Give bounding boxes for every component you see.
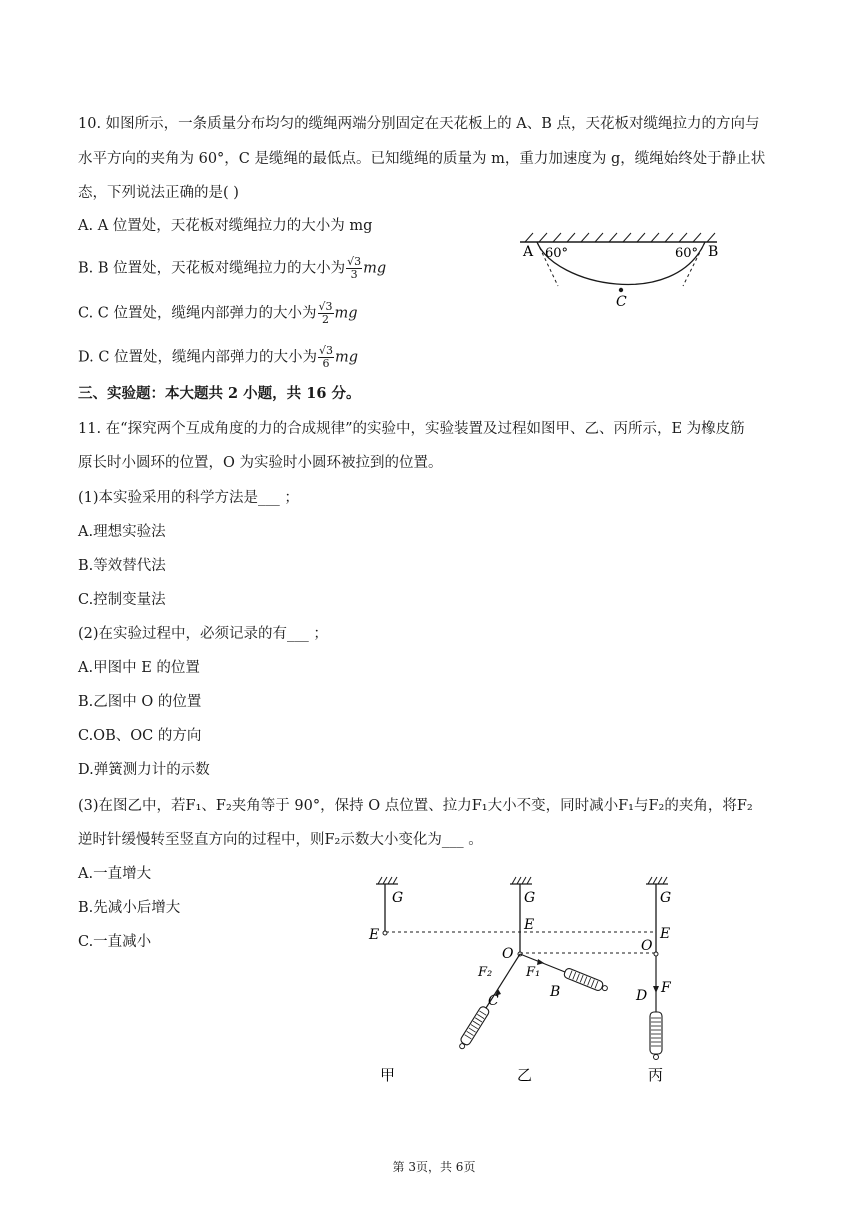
q10-option-d-numerator: √3 [319,344,334,357]
angle-left-label: 60° [545,246,569,261]
label-c-point: C [488,993,499,1009]
q10-stem-line-2: 水平方向的夹角为 60°，C 是缆绳的最低点。已知缆绳的质量为 m，重力加速度为 g，缆绳始终处于静止状 [78,151,766,167]
label-o-2: O [502,946,514,962]
label-o-3: O [641,938,653,954]
q10-option-d-suffix: mg [335,349,359,366]
label-g-3: G [660,890,672,906]
q10-option-c [78,301,358,326]
q10-option-c-suffix: mg [334,305,358,322]
q10-option-b-suffix: mg [363,260,387,277]
label-b: B [708,244,719,260]
q11-experiment-figure [360,872,700,1090]
q10-option-b [78,256,386,281]
q10-option-c-denominator: 2 [322,313,329,326]
q11-part-2: (2)在实验过程中，必须记录的有___ ； [78,626,328,642]
angle-right-label: 60° [675,246,699,261]
label-f1: F₁ [526,965,541,980]
section-3-heading: 三、实验题：本大题共 2 小题，共 16 分。 [78,385,361,402]
q10-option-c-fraction [318,301,334,326]
ceiling-hatching [525,233,715,242]
q10-option-d-prefix: D. C 位置处，缆绳内部弹力的大小为 [78,349,318,366]
q10-option-b-prefix: B. B 位置处，天花板对缆绳拉力的大小为 [78,260,346,277]
q11-part-3-option-b: B.先减小后增大 [78,900,181,916]
label-b-point: B [550,984,561,1000]
q11-part-1-option-b: B.等效替代法 [78,558,166,574]
q11-part-3-option-c: C.一直减小 [78,934,152,950]
q10-option-d-denominator: 6 [322,357,330,370]
q10-stem-line-1: 10. 如图所示，一条质量分布均匀的缆绳两端分别固定在天花板上的 A、B 点，天花板对缆绳拉力的方向与 [78,116,760,132]
q11-stem-line-2: 原长时小圆环的位置，O 为实验时小圆环被拉到的位置。 [78,455,443,471]
q10-option-b-numerator: √3 [347,255,362,268]
q11-part-1-option-a: A.理想实验法 [78,524,166,540]
q11-part-3-line-2: 逆时针缓慢转至竖直方向的过程中，则F₂示数大小变化为___ 。 [78,832,483,848]
q10-option-b-denominator: 3 [350,268,358,281]
q10-cable-figure [515,228,725,310]
q11-stem-line-1: 11. 在“探究两个互成角度的力的合成规律”的实验中，实验装置及过程如图甲、乙、丙所示，E 为橡皮筋 [78,421,745,437]
label-f: F [661,980,671,996]
q11-part-2-option-c: C.OB、OC 的方向 [78,728,202,744]
q11-part-3-option-a: A.一直增大 [78,866,152,882]
caption-yi: 乙 [517,1066,533,1084]
label-c: C [616,294,627,310]
setup-yi [457,877,609,1084]
label-a: A [523,244,534,260]
setup-bing [635,877,672,1084]
caption-jia: 甲 [380,1066,396,1084]
label-f2: F₂ [478,965,493,980]
q10-option-d [78,345,358,370]
q10-option-a: A. A 位置处，天花板对缆绳拉力的大小为 mg [78,218,373,234]
setup-jia [368,877,403,1084]
q11-part-2-option-b: B.乙图中 O 的位置 [78,694,202,710]
q11-part-2-option-a: A.甲图中 E 的位置 [78,660,200,676]
q10-stem-line-3: 态，下列说法正确的是( ) [78,185,239,201]
point-c-dot [619,288,623,292]
label-g-1: G [392,890,404,906]
label-e-3: E [660,926,671,942]
q11-part-1: (1)本实验采用的科学方法是___ ； [78,490,299,506]
caption-bing: 丙 [648,1066,664,1084]
label-e-2: E [524,917,535,933]
label-d: D [636,988,648,1004]
q11-part-2-option-d: D.弹簧测力计的示数 [78,762,210,778]
q10-option-c-prefix: C. C 位置处，缆绳内部弹力的大小为 [78,305,317,322]
q10-option-c-numerator: √3 [318,300,333,313]
q11-part-3-line-1: (3)在图乙中，若F₁、F₂夹角等于 90°，保持 O 点位置、拉力F₁大小不变，同时减小F₁与F₂的夹角，将F₂ [78,798,753,814]
q11-part-1-option-c: C.控制变量法 [78,592,166,608]
q10-option-b-fraction [346,256,362,281]
page-footer: 第 3页，共 6页 [392,1160,476,1174]
label-e-1: E [369,927,380,943]
label-g-2: G [524,890,536,906]
q10-option-d-fraction [318,345,334,370]
